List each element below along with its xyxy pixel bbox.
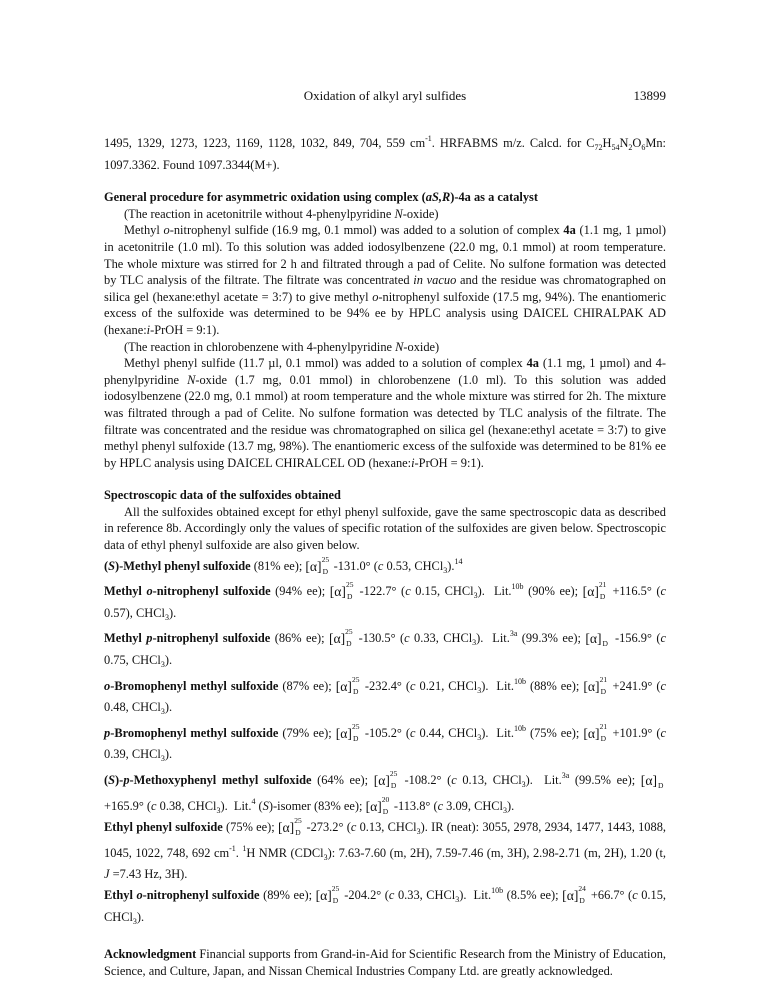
entry-o-bromophenyl-methyl-sulfoxide: o-Bromophenyl methyl sulfoxide (87% ee); [α] 25 D -232.4° (c 0.21, CHCl$_3$). Lit.$^{10b}$ (88% ee); [α] 21 D +241.9° (c 0.48, CHCl$_3$). — [104, 674, 667, 717]
condition-chlorobenzene: (The reaction in chlorobenzene with 4-phenylpyridine N-oxide) — [124, 339, 440, 354]
page-number: 13899 — [633, 88, 666, 103]
ir-hrms-continuation: 1495, 1329, 1273, 1223, 1169, 1128, 1032, 849, 704, 559 $cm^{-1}$. HRFABMS m/z. Calcd. for $C_{72}H_{54}N_2O_6Mn$: 1097.3362. Found 1097.3344(M+). — [104, 134, 666, 172]
spectroscopic-intro: All the sulfoxides obtained except for ethyl phenyl sulfoxide, gave the same spectroscopic data as described in reference 8b. Accordingly only the values of specific rotation of the sulfoxides are given below. Spectroscopic data of ethyl phenyl sulfoxide are also given below. — [104, 504, 666, 553]
entry-ethyl-o-nitrophenyl-sulfoxide: Ethyl o-nitrophenyl sulfoxide (89% ee); [α] 25 D -204.2° (c 0.33, CHCl$_3$). Lit.$^{10b}$ (8.5% ee); [α] 24 D +66.7° (c 0.15, CHCl$_3$). — [104, 883, 667, 926]
running-title: Oxidation of alkyl aryl sulfides — [303, 88, 467, 103]
acknowledgment: Acknowledgment Financial supports from Grand-in-Aid for Scientific Research from the Ministry of Education, Science, and Culture, Japan, and Nissan Chemical Industries Company Ltd. are greatly acknowledged. — [104, 947, 666, 978]
entry-methyl-o-nitrophenyl-sulfoxide: Methyl o-nitrophenyl sulfoxide (94% ee); [α] 25 D -122.7° (c 0.15, CHCl$_3$). Lit.$^{10b}$ (90% ee); [α] 21 D +116.5° (c 0.57), CHCl$_3$). — [104, 580, 667, 622]
page-body — [104, 131, 666, 979]
entry-methyl-p-nitrophenyl-sulfoxide: Methyl p-nitrophenyl sulfoxide (86% ee); [α] 25 D -130.5° (c 0.33, CHCl$_3$). Lit.$^{3a}$ (99.3% ee); [α] D -156.9° (c 0.75, CHCl$_3$). — [104, 627, 666, 670]
acknowledgment-heading: Acknowledgment — [104, 947, 197, 962]
page-header — [104, 88, 666, 108]
entry-ethyl-phenyl-sulfoxide: Ethyl phenyl sulfoxide (75% ee); [α] 25 D -273.2° (c 0.13, CHCl$_3$). IR (neat): 3055, 2978, 2934, 1477, 1443, 1088, 1045, 1022, 748, 692 $cm^{-1}$. $^1$H NMR (CDCl$_3$): 7.63-7.60 (m, 2H), 7.59-7.46 (m, 3H), 2.98-2.71 (m, 2H), 1.20 (t, J =7.43 Hz, 3H). — [104, 816, 666, 882]
procedure-paragraph-1: Methyl o-nitrophenyl sulfide (16.9 mg, 0.1 mmol) was added to a solution of complex 4a (1.1 mg, 1 µmol) in acetonitrile (1.0 ml). To this solution was added iodosylbenzene (22.0 mg, 0.1 mmol) at room temperature. The whole mixture was stirred for 2 h and filtrated through a pad of Celite. No sulfone formation was detected by TLC analysis of the filtrate. The filtrate was concentrated in vacuo and the residue was chromatographed on silica gel (hexane:ethyl acetate = 3:7) to give methyl o-nitrophenyl sulfoxide (17.5 mg, 94%). The enantiomeric excess of the sulfoxide was determined to be 94% ee by HPLC analysis using DAICEL CHIRALPAK AD (hexane:i-PrOH = 9:1). — [104, 223, 667, 337]
general-procedure-heading: General procedure for asymmetric oxidation using complex (aS,R)-4a as a catalyst — [104, 190, 538, 205]
procedure-paragraph-2: Methyl phenyl sulfide (11.7 µl, 0.1 mmol) was added to a solution of complex 4a (1.1 mg, 1 µmol) and 4-phenylpyridine N-oxide (1.7 mg, 0.01 mmol) in chlorobenzene (1.0 ml). To this solution was added iodosylbenzene (22.0 mg, 0.1 mmol) at room temperature and the whole mixture was stirred for 2h. The mixture was filtrated through a pad of Celite. No sulfone formation was detected by TLC analysis of the filtrate. The filtrate was concentrated and the residue was chromatographed on silica gel (hexane:ethyl acetate = 3:7) to give methyl phenyl sulfoxide (13.7 mg, 98%). The enantiomeric excess of the sulfoxide was determined to be 81% ee by HPLC analysis using DAICEL CHIRALCEL OD (hexane:i-PrOH = 9:1). — [104, 356, 666, 470]
entry-p-bromophenyl-methyl-sulfoxide: p-Bromophenyl methyl sulfoxide (79% ee); [α] 25 D -105.2° (c 0.44, CHCl$_3$). Lit.$^{10b}$ (75% ee); [α] 21 D +101.9° (c 0.39, CHCl$_3$). — [104, 721, 667, 764]
entry-s-methyl-phenyl-sulfoxide: (S)-Methyl phenyl sulfoxide (81% ee); [α] 25 D -131.0° (c 0.53, CHCl$_3$).$^{14}$ — [104, 554, 463, 576]
entry-s-p-methoxyphenyl-methyl-sulfoxide: (S)-p-Methoxyphenyl methyl sulfoxide (64% ee); [α] 25 D -108.2° (c 0.13, CHCl$_3$). Lit.$^{3a}$ (99.5% ee); [α] D +165.9° (c 0.38, CHCl$_3$). Lit.$^4$ (S)-isomer (83% ee); [α] 20 D -113.8° (c 3.09, CHCl$_3$). — [104, 769, 664, 816]
spectroscopic-data-heading: Spectroscopic data of the sulfoxides obtained — [104, 488, 341, 503]
condition-acetonitrile: (The reaction in acetonitrile without 4-phenylpyridine N-oxide) — [124, 206, 439, 221]
